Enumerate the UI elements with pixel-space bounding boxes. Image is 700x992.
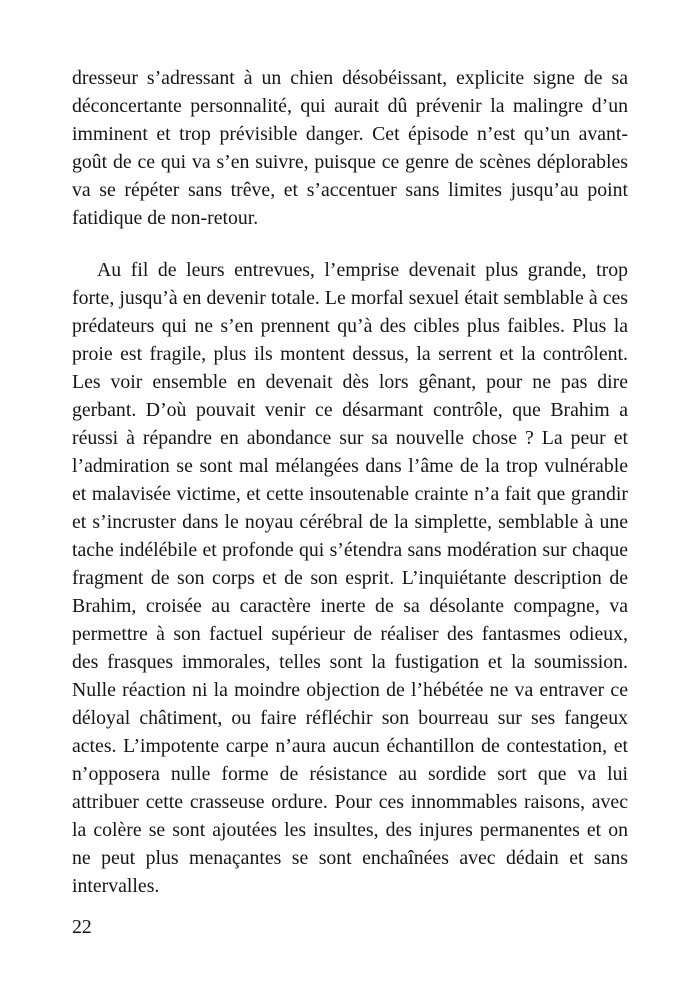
paragraph-continuation: dresseur s’adressant à un chien désobéissant, explicite signe de sa déconcertante personnalité, qui aurait dû prévenir la malingre d’un imminent et trop prévisible danger. Cet épisode n’est qu’un avant-goût de ce qui va s’en suivre, puisque ce genre de scènes déplorables va se répéter sans trêve, et s’accentuer sans limites jusqu’au point fatidique de non-retour. [72, 67, 628, 229]
page-number: 22 [72, 916, 92, 938]
page-body [72, 64, 628, 900]
paragraph-main: Au fil de leurs entrevues, l’emprise devenait plus grande, trop forte, jusqu’à en devenir totale. Le morfal sexuel était semblable à ces prédateurs qui ne s’en prennent qu’à des cibles plus faibles. Plus la proie est fragile, plus ils montent dessus, la serrent et la contrôlent. Les voir ensemble en devenait dès lors gênant, pour ne pas dire gerbant. D’où pouvait venir ce désarmant contrôle, que Brahim a réussi à répandre en abondance sur sa nouvelle chose ? La peur et l’admiration se sont mal mélangées dans l’âme de la trop vulnérable et malavisée victime, et cette insoutenable crainte n’a fait que grandir et s’incruster dans le noyau cérébral de la simplette, semblable à une tache indélébile et profonde qui s’étendra sans modération sur chaque fragment de son corps et de son esprit. L’inquiétante description de Brahim, croisée au caractère inerte de sa désolante compagne, va permettre à son factuel supérieur de réaliser des fantasmes odieux, des frasques immorales, telles sont la fustigation et la soumission. Nulle réaction ni la moindre objection de l’hébétée ne va entraver ce déloyal châtiment, ou faire réfléchir son bourreau sur ses fangeux actes. L’impotente carpe n’aura aucun échantillon de contestation, et n’opposera nulle forme de résistance au sordide sort que va lui attribuer cette crasseuse ordure. Pour ces innommables raisons, avec la colère se sont ajoutées les insultes, des injures permanentes et on ne peut plus menaçantes se sont enchaînées avec dédain et sans intervalles. [72, 259, 628, 897]
